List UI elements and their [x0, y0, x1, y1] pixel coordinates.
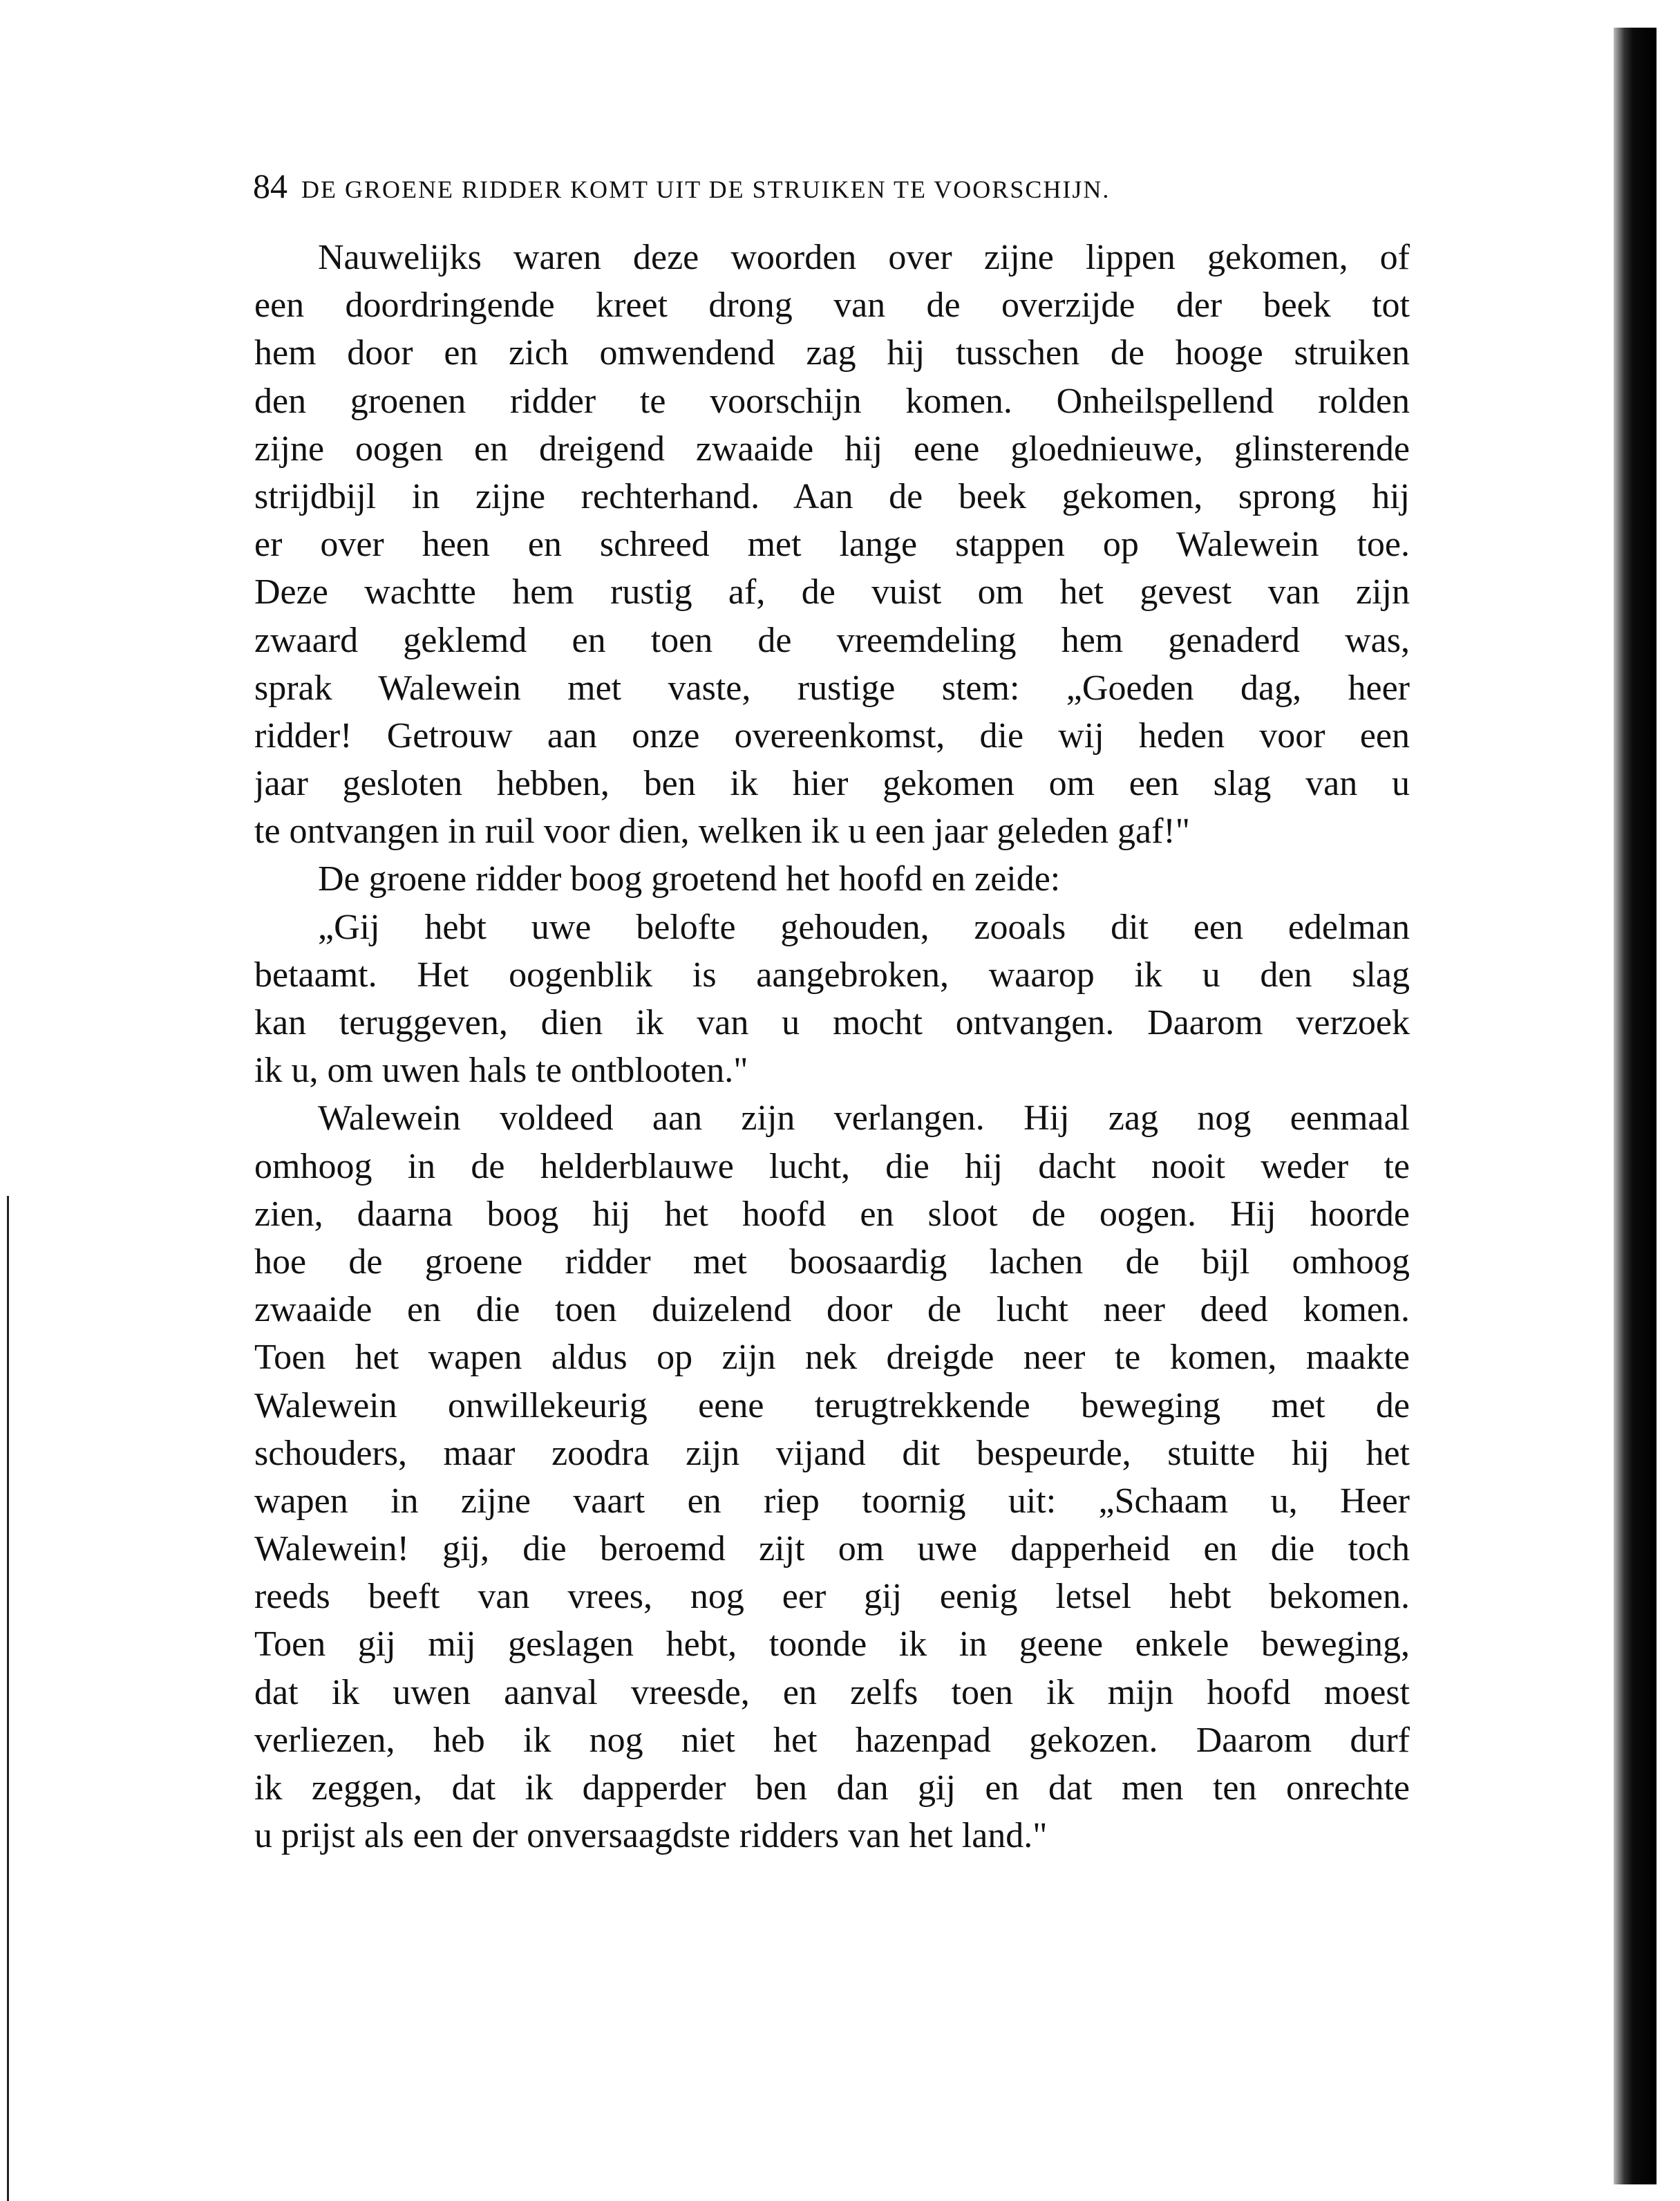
text-line: schouders, maar zoodra zijn vijand dit bespeurde, stuitte hij het — [254, 1433, 1410, 1473]
text-line: Nauwelijks waren deze woorden over zijne lippen gekomen, of — [318, 238, 1410, 277]
page-gutter-line — [7, 1196, 9, 2201]
text-line: hoe de groene ridder met boosaardig lachen de bijl omhoog — [254, 1242, 1410, 1282]
text-line: „Gij hebt uwe belofte gehouden, zooals dit een edelman — [318, 907, 1410, 947]
text-line: zien, daarna boog hij het hoofd en sloot de oogen. Hij hoorde — [254, 1194, 1410, 1234]
text-line: zijne oogen en dreigend zwaaide hij eene gloednieuwe, glinsterende — [254, 429, 1410, 469]
text-line: Deze wachtte hem rustig af, de vuist om het gevest van zijn — [254, 572, 1410, 612]
running-header — [253, 166, 1414, 206]
text-line: Toen gij mij geslagen hebt, toonde ik in geene enkele beweging, — [254, 1624, 1410, 1665]
text-line: Toen het wapen aldus op zijn nek dreigde neer te komen, maakte — [254, 1338, 1410, 1378]
text-line: ik zeggen, dat ik dapperder ben dan gij en dat men ten onrechte — [254, 1768, 1410, 1808]
text-line: betaamt. Het oogenblik is aangebroken, waarop ik u den slag — [254, 955, 1410, 995]
running-title: DE GROENE RIDDER KOMT UIT DE STRUIKEN TE VOORSCHIJN. — [301, 176, 1111, 203]
text-line: wapen in zijne vaart en riep toornig uit: „Schaam u, Heer — [254, 1481, 1410, 1521]
page-body-text — [254, 234, 1410, 1860]
text-line: er over heen en schreed met lange stappen op Walewein toe. — [254, 525, 1410, 565]
text-line: hem door en zich omwendend zag hij tusschen de hooge struiken — [254, 333, 1410, 373]
text-line: dat ik uwen aanval vreesde, en zelfs toen ik mijn hoofd moest — [254, 1672, 1410, 1712]
text-line: zwaaide en die toen duizelend door de lucht neer deed komen. — [254, 1290, 1410, 1330]
text-line: ridder! Getrouw aan onze overeenkomst, die wij heden voor een — [254, 715, 1410, 756]
text-line: verliezen, heb ik nog niet het hazenpad gekozen. Daarom durf — [254, 1720, 1410, 1760]
text-line: ik u, om uwen hals te ontblooten." — [254, 1051, 748, 1091]
page-number: 84 — [253, 167, 287, 205]
text-line: zwaard geklemd en toen de vreemdeling hem genaderd was, — [254, 620, 1410, 660]
text-line: reeds beeft van vrees, nog eer gij eenig letsel hebt bekomen. — [254, 1577, 1410, 1617]
text-line: De groene ridder boog groetend het hoofd en zeide: — [318, 859, 1061, 899]
text-line: te ontvangen in ruil voor dien, welken ik u een jaar geleden gaf!" — [254, 812, 1190, 852]
text-line: sprak Walewein met vaste, rustige stem: „Goeden dag, heer — [254, 668, 1410, 708]
text-line: strijdbijl in zijne rechterhand. Aan de beek gekomen, sprong hij — [254, 476, 1410, 516]
text-line: een doordringende kreet drong van de overzijde der beek tot — [254, 285, 1410, 326]
text-line: u prijst als een der onversaagdste ridders van het land." — [254, 1816, 1048, 1856]
text-line: Walewein onwillekeurig eene terugtrekkende beweging met de — [254, 1385, 1410, 1425]
text-line: omhoog in de helderblauwe lucht, die hij dacht nooit weder te — [254, 1146, 1410, 1186]
text-line: Walewein voldeed aan zijn verlangen. Hij zag nog eenmaal — [318, 1098, 1410, 1139]
text-line: Walewein! gij, die beroemd zijt om uwe dapperheid en die toch — [254, 1529, 1410, 1569]
text-line: kan teruggeven, dien ik van u mocht ontvangen. Daarom verzoek — [254, 1003, 1410, 1042]
book-edge-shadow — [1614, 28, 1657, 2184]
text-line: jaar gesloten hebben, ben ik hier gekomen om een slag van u — [254, 764, 1410, 804]
text-line: den groenen ridder te voorschijn komen. Onheilspellend rolden — [254, 381, 1410, 421]
